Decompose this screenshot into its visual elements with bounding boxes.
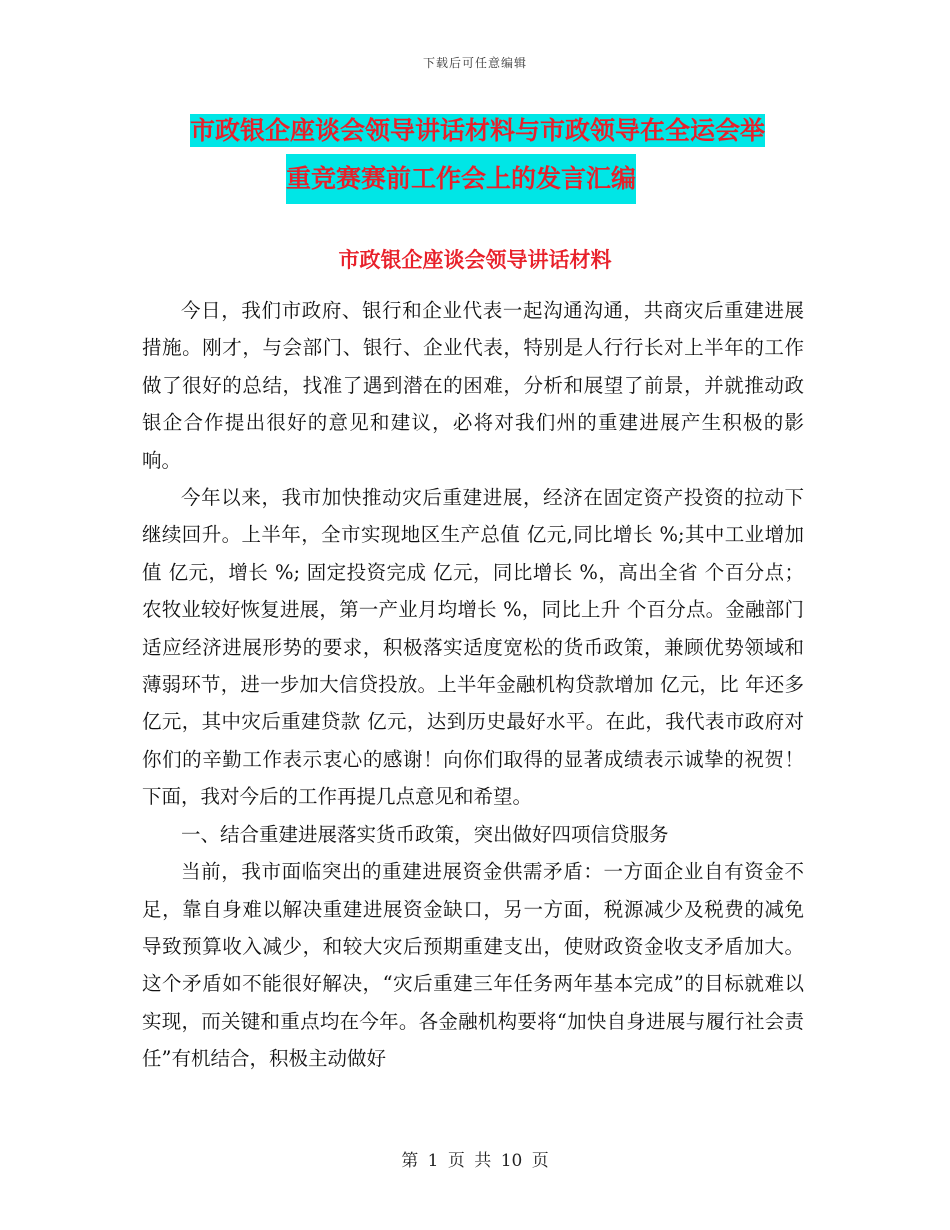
document-title	[190, 108, 830, 204]
document-title-line1: 市政银企座谈会领导讲话材料与市政领导在全运会举	[190, 116, 766, 145]
paragraph-heading: 一、结合重建进展落实货币政策，突出做好四项信贷服务	[181, 822, 669, 846]
paragraph: 今年以来，我市加快推动灾后重建进展，经济在固定资产投资的拉动下继续回升。上半年，全市实现地区生产总值 亿元,同比增长 %;其中工业增加值 亿元，增长 %; 固定投资完成 亿元，同比增长 %，高出全省 个百分点；农牧业较好恢复进展，第一产业月均增长 %，同比上升 个百分点。金融部门适应经济进展形势的要求，积极落实适度宽松的货币政策，兼顾优势领域和薄弱环节，进一步加大信贷投放。上半年金融机构贷款增加 亿元，比 年还多 亿元，其中灾后重建贷款 亿元，达到历史最好水平。在此，我代表市政府对你们的辛勤工作表示衷心的感谢！向你们取得的显著成绩表示诚挚的祝贺！下面，我对今后的工作再提几点意见和希望。	[142, 486, 804, 809]
page-header-note: 下载后可任意编辑	[422, 56, 527, 70]
paragraph: 今日，我们市政府、银行和企业代表一起沟通沟通，共商灾后重建进展措施。刚才，与会部门、银行、企业代表，特别是人行行长对上半年的工作做了很好的总结，找准了遇到潜在的困难，分析和展望了前景，并就推动政银企合作提出很好的意见和建议，必将对我们州的重建进展产生积极的影响。	[142, 299, 804, 472]
paragraph: 当前，我市面临突出的重建进展资金供需矛盾：一方面企业自有资金不足，靠自身难以解决重建进展资金缺口，另一方面，税源减少及税费的减免导致预算收入减少，和较大灾后预期重建支出，使财政资金收支矛盾加大。这个矛盾如不能很好解决，“灾后重建三年任务两年基本完成”的目标就难以实现，而关键和重点均在今年。各金融机构要将“加快自身进展与履行社会责任”有机结合，积极主动做好	[142, 860, 804, 1071]
page-number: 第 1 页 共 10 页	[401, 1151, 549, 1171]
section-title: 市政银企座谈会领导讲话材料	[338, 248, 612, 272]
document-title-line2: 重竞赛赛前工作会上的发言汇编	[286, 154, 636, 204]
document-body	[142, 292, 804, 1078]
